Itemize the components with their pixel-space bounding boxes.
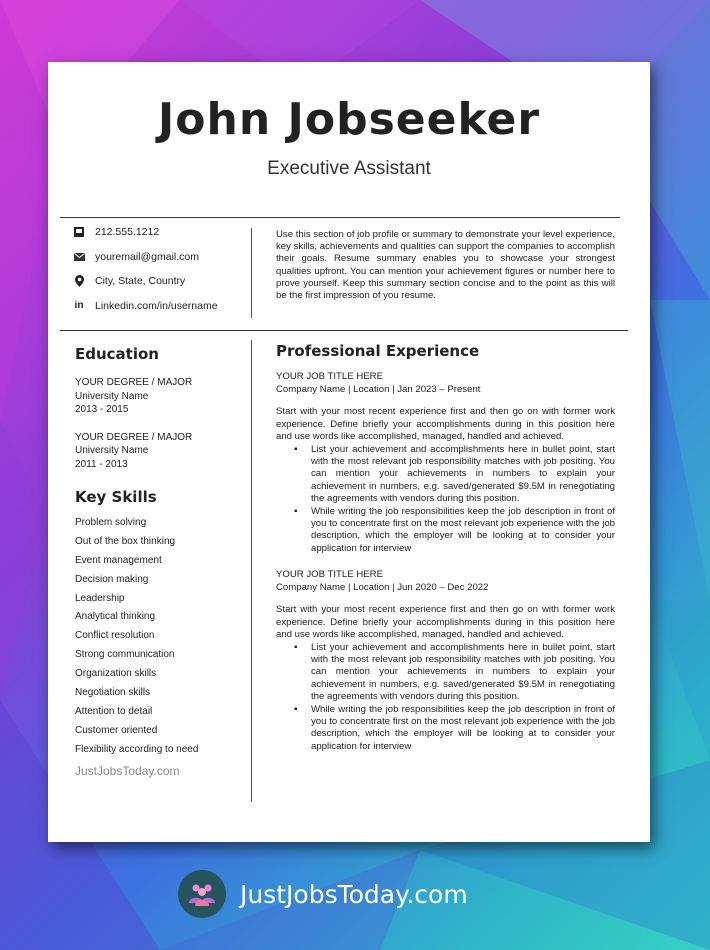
resume-job-title: Executive Assistant <box>267 158 431 179</box>
phone-icon <box>72 226 86 238</box>
location-text: City, State, Country <box>95 275 186 288</box>
watermark-text: JustJobsToday.com <box>75 763 180 778</box>
skill-item: Conflict resolution <box>75 630 155 642</box>
skill-item: Customer oriented <box>75 724 158 736</box>
divider <box>60 217 620 218</box>
job-bullet: ▪ While writing the job responsibilities keep the job description in front of you to concentrate first on the most relevant job experience with the job description, which the employer will be looking at to consider your application for interview <box>311 506 615 556</box>
job-title: YOUR JOB TITLE HERE <box>276 371 383 383</box>
right-column <box>276 342 615 753</box>
skill-item: Strong communication <box>75 649 175 661</box>
skill-item: Organization skills <box>75 668 157 680</box>
resume-name: John Jobseeker <box>157 94 541 145</box>
linkedin-text: Linkedin.com/in/username <box>95 299 218 312</box>
resume-page <box>48 62 650 842</box>
footer-site-text[interactable]: JustJobsToday.com <box>240 879 468 909</box>
skill-item: Flexibility according to need <box>75 743 199 755</box>
job-entry <box>276 370 615 555</box>
job-meta: Company Name | Location | Jan 2023 – Present <box>276 384 481 396</box>
divider <box>60 330 628 331</box>
contact-email <box>72 245 247 270</box>
contact-location <box>72 269 247 294</box>
job-bullet: ▪ List your achievement and accomplishments here in bullet point, start with the most relevant job responsibility matches with job positing. You can mention your achievements in numbers to explain your achievement in numbers, e.g. saved/generated $9.5M in renegotiating the agreements with vendors during this position. <box>311 444 615 506</box>
left-column <box>75 345 247 778</box>
job-description: Start with your most recent experience first and then go on with former work experience. Define briefly your accomplishments during in this position here and use words like accomplished, managed, handled and achieved. <box>276 604 615 641</box>
job-bullet: ▪ While writing the job responsibilities keep the job description in front of you to concentrate first on the most relevant job experience with the job description, which the employer will be looking at to consider your application for interview <box>311 704 615 754</box>
skill-item: Analytical thinking <box>75 611 156 623</box>
skill-item: Event management <box>75 554 162 566</box>
email-text: youremail@gmail.com <box>95 250 200 263</box>
education-degree: YOUR DEGREE / MAJOR <box>75 377 193 388</box>
linkedin-icon: in <box>74 300 84 312</box>
education-entry <box>75 431 247 472</box>
skill-item: Negotiation skills <box>75 687 151 699</box>
contact-linkedin <box>72 294 247 319</box>
divider <box>251 340 252 802</box>
skill-item: Out of the box thinking <box>75 535 176 547</box>
skill-item: Attention to detail <box>75 705 153 717</box>
skill-item: Problem solving <box>75 517 147 528</box>
map-pin-icon <box>72 275 86 287</box>
education-school: University Name <box>75 390 149 402</box>
skill-item: Leadership <box>75 592 125 604</box>
education-years: 2011 - 2013 <box>75 458 128 470</box>
job-entry <box>276 568 615 753</box>
skills-heading: Key Skills <box>75 488 157 506</box>
education-entry <box>75 376 247 417</box>
job-description: Start with your most recent experience first and then go on with former work experience. Define briefly your accomplishments during in this position here and use words like accomplished, managed, handled and achieved. <box>276 406 615 443</box>
education-years: 2013 - 2015 <box>75 404 129 415</box>
job-bullet: ▪ List your achievement and accomplishments here in bullet point, start with the most relevant job responsibility matches with job positing. You can mention your achievements in numbers to explain your achievement in numbers, e.g. saved/generated $9.5M in renegotiating the agreements with vendors during this position. <box>311 642 615 704</box>
education-degree: YOUR DEGREE / MAJOR <box>75 431 193 443</box>
skill-item: Decision making <box>75 573 149 585</box>
footer-brand[interactable] <box>178 868 468 920</box>
experience-heading: Professional Experience <box>276 342 480 360</box>
job-meta: Company Name | Location | Jun 2020 – Dec 2022 <box>276 582 489 594</box>
phone-text: 212.555.1212 <box>95 226 160 239</box>
summary-text: Use this section of job profile or summary to demonstrate your level experience, key skills, achievements and qualities can support the companies to accomplish their goals. Resume summary enables you to showcase your strongest qualities upfront. You can mention your achievement figures or number here to prove yourself. Keep this summary section concise and to the point as this will be the first impression of you resume. <box>276 229 615 302</box>
people-group-icon <box>178 870 226 918</box>
skills-list <box>75 514 247 760</box>
job-bullets <box>276 642 615 754</box>
envelope-icon <box>72 251 86 263</box>
contact-block <box>72 220 247 318</box>
education-school: University Name <box>75 445 149 456</box>
divider <box>251 228 252 318</box>
education-heading: Education <box>75 345 159 363</box>
job-title: YOUR JOB TITLE HERE <box>276 569 383 581</box>
job-bullets <box>276 444 615 556</box>
contact-phone <box>72 220 247 245</box>
